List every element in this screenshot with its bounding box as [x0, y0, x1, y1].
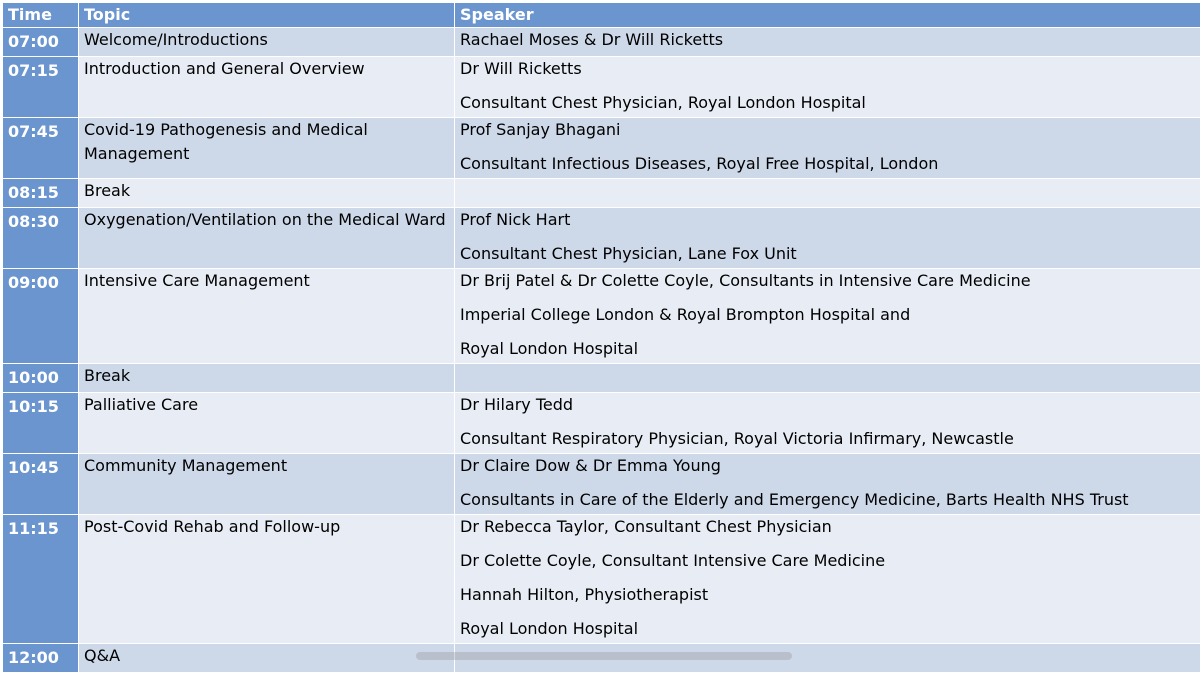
agenda-body — [3, 28, 1200, 673]
speaker-line: Consultant Infectious Diseases, Royal Free Hospital, London — [460, 154, 939, 173]
row-time: 11:15 — [3, 515, 79, 644]
row-topic: Oxygenation/Ventilation on the Medical Ward — [79, 208, 455, 269]
row-time: 10:45 — [3, 454, 79, 515]
header-time: Time — [3, 3, 79, 28]
agenda-row — [3, 515, 1200, 644]
row-speaker — [455, 118, 1200, 179]
row-time: 08:15 — [3, 179, 79, 208]
row-speaker — [455, 179, 1200, 208]
row-speaker — [455, 57, 1200, 118]
agenda-row — [3, 393, 1200, 454]
row-speaker — [455, 208, 1200, 269]
row-topic: Intensive Care Management — [79, 269, 455, 364]
row-time: 08:30 — [3, 208, 79, 269]
row-speaker — [455, 364, 1200, 393]
row-speaker — [455, 269, 1200, 364]
agenda-row — [3, 28, 1200, 57]
row-topic: Post-Covid Rehab and Follow-up — [79, 515, 455, 644]
row-topic: Palliative Care — [79, 393, 455, 454]
row-topic: Break — [79, 179, 455, 208]
row-topic: Welcome/Introductions — [79, 28, 455, 57]
row-speaker — [455, 28, 1200, 57]
header-topic: Topic — [79, 3, 455, 28]
row-time: 07:45 — [3, 118, 79, 179]
speaker-line: Consultant Chest Physician, Lane Fox Unit — [460, 244, 797, 263]
agenda-row — [3, 364, 1200, 393]
speaker-line: Dr Claire Dow & Dr Emma Young — [460, 456, 721, 475]
row-topic: Covid-19 Pathogenesis and Medical Management — [79, 118, 455, 179]
row-time: 10:00 — [3, 364, 79, 393]
row-time: 07:15 — [3, 57, 79, 118]
header-row — [3, 3, 1200, 28]
speaker-line: Consultant Chest Physician, Royal London Hospital — [460, 93, 866, 112]
speaker-line: Royal London Hospital — [460, 619, 639, 638]
row-speaker — [455, 515, 1200, 644]
speaker-line: Dr Colette Coyle, Consultant Intensive Care Medicine — [460, 551, 886, 570]
speaker-line: Royal London Hospital — [460, 339, 639, 358]
agenda-row — [3, 57, 1200, 118]
speaker-line: Consultant Respiratory Physician, Royal Victoria Infirmary, Newcastle — [460, 429, 1014, 448]
speaker-line — [460, 179, 1200, 205]
agenda-row — [3, 179, 1200, 208]
row-topic: Break — [79, 364, 455, 393]
row-speaker — [455, 454, 1200, 515]
speaker-line: Dr Will Ricketts — [460, 59, 582, 78]
speaker-line: Dr Hilary Tedd — [460, 395, 574, 414]
row-topic: Q&A — [79, 644, 455, 673]
row-time: 12:00 — [3, 644, 79, 673]
speaker-line: Prof Nick Hart — [460, 210, 571, 229]
row-time: 09:00 — [3, 269, 79, 364]
header-speaker: Speaker — [455, 3, 1200, 28]
speaker-line — [460, 364, 1200, 390]
speaker-line: Consultants in Care of the Elderly and Emergency Medicine, Barts Health NHS Trust — [460, 490, 1129, 509]
speaker-line: Imperial College London & Royal Brompton Hospital and — [460, 305, 911, 324]
agenda-row — [3, 454, 1200, 515]
speaker-line: Hannah Hilton, Physiotherapist — [460, 585, 709, 604]
speaker-line: Dr Brij Patel & Dr Colette Coyle, Consultants in Intensive Care Medicine — [460, 271, 1031, 290]
agenda-table — [2, 2, 1200, 673]
row-time: 10:15 — [3, 393, 79, 454]
speaker-line: Prof Sanjay Bhagani — [460, 120, 621, 139]
row-speaker — [455, 393, 1200, 454]
row-time: 07:00 — [3, 28, 79, 57]
agenda-row — [3, 269, 1200, 364]
speaker-line: Dr Rebecca Taylor, Consultant Chest Physician — [460, 517, 832, 536]
horizontal-scrollbar[interactable] — [416, 652, 792, 660]
speaker-line: Rachael Moses & Dr Will Ricketts — [460, 30, 724, 49]
row-topic: Introduction and General Overview — [79, 57, 455, 118]
agenda-row — [3, 118, 1200, 179]
row-topic: Community Management — [79, 454, 455, 515]
agenda-row — [3, 208, 1200, 269]
